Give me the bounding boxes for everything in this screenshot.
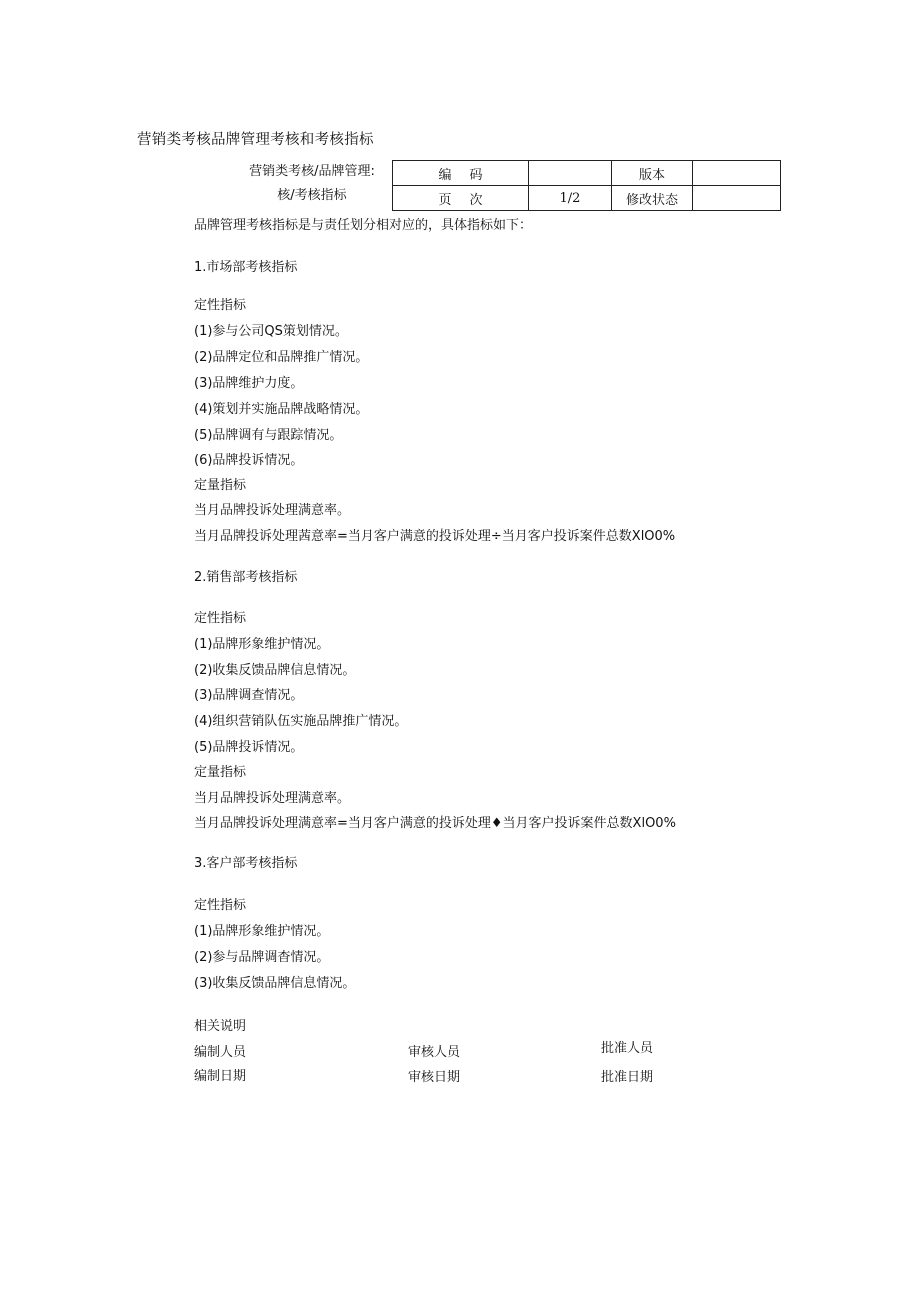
list-item: (6)品牌投诉情况。 (194, 453, 304, 468)
intro-text: 品牌管理考核指标是与责任划分相对应的，具体指标如下： (194, 218, 533, 233)
list-item: (4)组织营销队伍实施品牌推广情况。 (194, 714, 408, 729)
section-heading: 1.市场部考核指标 (194, 260, 298, 275)
list-item: (3)品牌维护力度。 (194, 376, 304, 391)
section-heading: 2.销售部考核指标 (194, 570, 298, 585)
header-label-line2: 核/考核指标 (277, 188, 347, 203)
reviewed-date-label: 审核日期 (408, 1070, 461, 1085)
list-item: (4)策划并实施品牌战略情况。 (194, 402, 369, 417)
formula-line: 当月品牌投诉处理满意率=当月客户满意的投诉处理♦当月客户投诉案件总数XlO0% (194, 816, 676, 831)
code-value (529, 161, 612, 186)
version-label: 版本 (612, 161, 693, 186)
code-label: 编码 (393, 161, 529, 186)
qualitative-title: 定性指标 (194, 898, 247, 913)
page-value: 1/2 (529, 186, 612, 211)
reviewed-by-label: 审核人员 (408, 1045, 461, 1060)
section-heading: 3.客户部考核指标 (194, 856, 298, 871)
approved-by-label: 批准人员 (601, 1041, 654, 1056)
qualitative-title: 定性指标 (194, 611, 247, 626)
header-label-line1: 营销类考核/品牌管理: (249, 164, 375, 179)
revision-value (693, 186, 781, 211)
list-item: (3)品牌调查情况。 (194, 688, 304, 703)
list-item: 当月品牌投诉处理满意率。 (194, 503, 351, 518)
list-item: (2)收集反馈品牌信息情况。 (194, 663, 356, 678)
quantitative-title: 定量指标 (194, 765, 247, 780)
header-label (232, 160, 392, 208)
list-item: (3)收集反馈品牌信息情况。 (194, 976, 356, 991)
quantitative-title: 定量指标 (194, 478, 247, 493)
revision-label: 修改状态 (612, 186, 693, 211)
list-item: (1)参与公司QS策划情况。 (194, 324, 348, 339)
prepared-by-label: 编制人员 (194, 1045, 247, 1060)
list-item: (2)品牌定位和品牌推广情况。 (194, 350, 369, 365)
approved-date-label: 批准日期 (601, 1070, 654, 1085)
notes-label: 相关说明 (194, 1019, 247, 1034)
list-item: (1)品牌形象维护情况。 (194, 924, 330, 939)
list-item: (5)品牌调有与跟踪情况。 (194, 428, 343, 443)
list-item: (1)品牌形象维护情况。 (194, 637, 330, 652)
list-item: (5)品牌投诉情况。 (194, 740, 304, 755)
prepared-date-label: 编制日期 (194, 1069, 247, 1084)
list-item: 当月品牌投诉处理满意率。 (194, 791, 351, 806)
qualitative-title: 定性指标 (194, 298, 247, 313)
document-title: 营销类考核品牌管理考核和考核指标 (137, 132, 374, 148)
version-value (693, 161, 781, 186)
page-label: 页次 (393, 186, 529, 211)
header-meta-table (392, 160, 781, 211)
list-item: (2)参与品牌调杳情况。 (194, 950, 330, 965)
formula-line: 当月品牌投诉处理茜意率=当月客户满意的投诉处理÷当月客户投诉案件总数XlO0% (194, 529, 676, 544)
